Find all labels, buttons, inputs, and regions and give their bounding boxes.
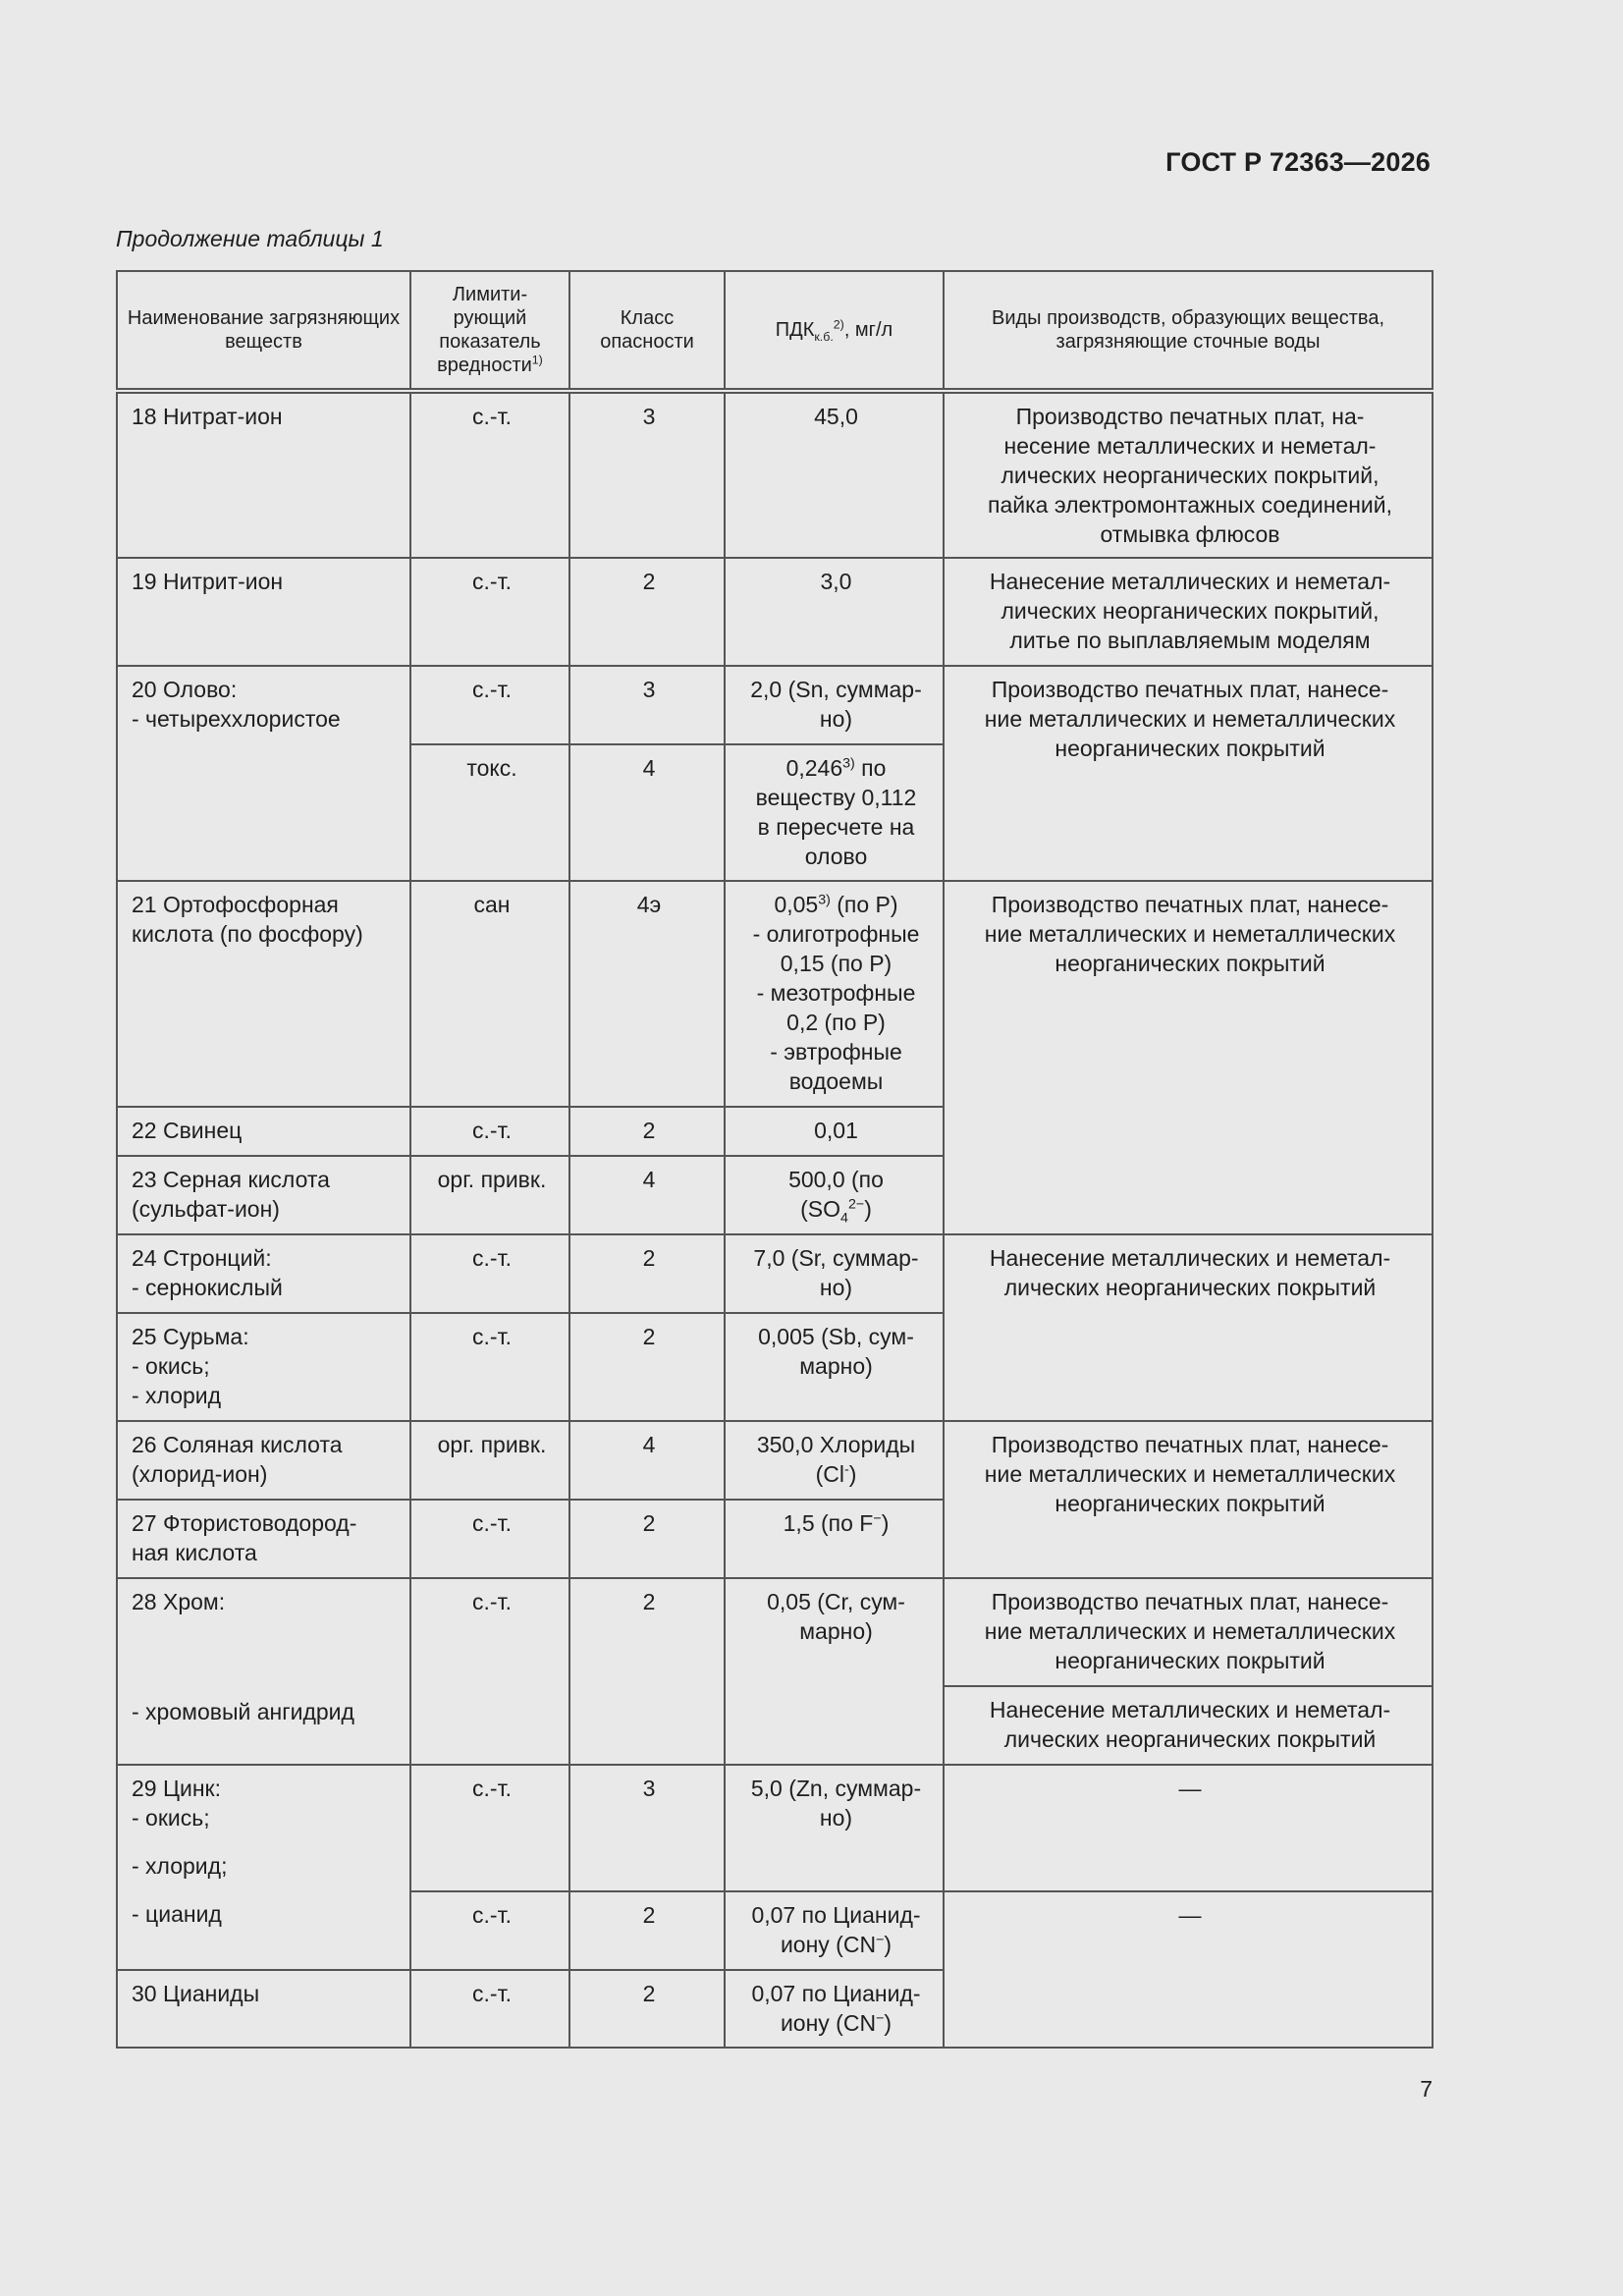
pdk-value: 0,05$^{3)}$ (по P) - олиготрофные 0,15 (по P) - мезотрофные 0,2 (по P) - эвтрофные водоемы — [725, 881, 944, 1107]
substance-name: 21 Ортофосфорная кислота (по фосфору) — [117, 881, 410, 1107]
hazard-class: 2 — [569, 1234, 725, 1313]
limit-indicator: сан — [410, 881, 569, 1107]
production-types: Производство печатных плат, нанесе- ние металлических и неметаллических неорганических покрытий — [944, 1421, 1433, 1578]
hazard-class: 2 — [569, 1500, 725, 1578]
pdk-value: 500,0 (по $(SO_4^{2-})$ — [725, 1156, 944, 1234]
pdk-value: 45,0 — [725, 391, 944, 558]
pdk-value: 0,005 (Sb, сум- марно) — [725, 1313, 944, 1421]
production-types: Производство печатных плат, на- несение металлических и неметал- лических неорганических покрытий, пайка электромонтажных соединений, отмывка флюсов — [944, 391, 1433, 558]
limit-indicator: с.-т. — [410, 1234, 569, 1313]
table-row — [117, 881, 1433, 1107]
limit-indicator: с.-т. — [410, 558, 569, 666]
hazard-class: 4э — [569, 881, 725, 1107]
production-types: Производство печатных плат, нанесе- ние металлических и неметаллических неорганических покрытий — [944, 1578, 1433, 1686]
hazard-class: 4 — [569, 1156, 725, 1234]
pdk-value: 0,246$^{3)}$ по веществу 0,112 в пересчете на олово — [725, 744, 944, 881]
substance-name: 30 Цианиды — [117, 1970, 410, 2048]
limit-indicator: с.-т. — [410, 1313, 569, 1421]
limit-indicator: с.-т. — [410, 1578, 569, 1765]
substance-name: 20 Олово: - четыреххлористое — [117, 666, 410, 881]
table-row — [117, 666, 1433, 744]
page-number: 7 — [1420, 2076, 1433, 2102]
limit-indicator: орг. привк. — [410, 1421, 569, 1500]
hazard-class: 3 — [569, 1765, 725, 1891]
substance-name: 23 Серная кислота (сульфат-ион) — [117, 1156, 410, 1234]
col-header-name: Наименование загрязняющих веществ — [117, 271, 410, 391]
hazard-class: 2 — [569, 1970, 725, 2048]
hazard-class: 2 — [569, 558, 725, 666]
table-row — [117, 1234, 1433, 1313]
table-row — [117, 558, 1433, 666]
production-types: — — [944, 1891, 1433, 2048]
limit-indicator: с.-т. — [410, 1765, 569, 1891]
col-header-production: Виды производств, образующих вещества, загрязняющие сточные воды — [944, 271, 1433, 391]
pdk-value: 1,5 (по F−) — [725, 1500, 944, 1578]
substance-name: 29 Цинк: - окись; - хлорид; - цианид — [117, 1765, 410, 1970]
hazard-class: 2 — [569, 1891, 725, 1970]
substance-name: 25 Сурьма: - окись; - хлорид — [117, 1313, 410, 1421]
pdk-value: 0,07 по Цианид- иону (CN−) — [725, 1970, 944, 2048]
limit-indicator: с.-т. — [410, 391, 569, 558]
table-row — [117, 1765, 1433, 1891]
production-types: Производство печатных плат, нанесе- ние металлических и неметаллических неорганических покрытий — [944, 666, 1433, 881]
table-row — [117, 1421, 1433, 1500]
limit-indicator: токс. — [410, 744, 569, 881]
pdk-value: 350,0 Хлориды (Cl-) — [725, 1421, 944, 1500]
col-header-limit: Лимити- рующий показатель вредности$^{1)}$ — [410, 271, 569, 391]
pdk-value: 0,05 (Cr, сум- марно) — [725, 1578, 944, 1765]
substance-name: 22 Свинец — [117, 1107, 410, 1156]
pdk-value: 5,0 (Zn, суммар- но) — [725, 1765, 944, 1891]
hazard-class: 4 — [569, 1421, 725, 1500]
hazard-class: 4 — [569, 744, 725, 881]
hazard-class: 2 — [569, 1107, 725, 1156]
table-header-row — [117, 271, 1433, 391]
substance-name: 19 Нитрит-ион — [117, 558, 410, 666]
limit-indicator: с.-т. — [410, 1970, 569, 2048]
production-types: Нанесение металлических и неметал- лических неорганических покрытий — [944, 1234, 1433, 1421]
limit-indicator: с.-т. — [410, 666, 569, 744]
hazard-class: 3 — [569, 391, 725, 558]
hazard-class: 2 — [569, 1578, 725, 1765]
substance-name: 24 Стронций: - сернокислый — [117, 1234, 410, 1313]
pdk-value: 0,07 по Цианид- иону (CN−) — [725, 1891, 944, 1970]
substance-name: 18 Нитрат-ион — [117, 391, 410, 558]
production-types: Производство печатных плат, нанесе- ние металлических и неметаллических неорганических покрытий — [944, 881, 1433, 1234]
col-header-pdk: $ПДК_{к.б.}^{2)}$, мг/л — [725, 271, 944, 391]
col-header-class: Класс опасности — [569, 271, 725, 391]
document-id: ГОСТ Р 72363—2026 — [1165, 147, 1431, 177]
hazard-class: 3 — [569, 666, 725, 744]
table-caption: Продолжение таблицы 1 — [116, 226, 384, 251]
limit-indicator: с.-т. — [410, 1891, 569, 1970]
substance-name: 26 Соляная кислота (хлорид-ион) — [117, 1421, 410, 1500]
production-types: — — [944, 1765, 1433, 1891]
pdk-value: 0,01 — [725, 1107, 944, 1156]
production-types: Нанесение металлических и неметал- лических неорганических покрытий, литье по выплавляемым моделям — [944, 558, 1433, 666]
table-row — [117, 391, 1433, 558]
limit-indicator: орг. привк. — [410, 1156, 569, 1234]
limit-indicator: с.-т. — [410, 1107, 569, 1156]
pdk-value: 3,0 — [725, 558, 944, 666]
substance-name: 27 Фтористоводород- ная кислота — [117, 1500, 410, 1578]
pdk-value: 2,0 (Sn, суммар- но) — [725, 666, 944, 744]
production-types: Нанесение металлических и неметал- лических неорганических покрытий — [944, 1686, 1433, 1765]
hazard-class: 2 — [569, 1313, 725, 1421]
limit-indicator: с.-т. — [410, 1500, 569, 1578]
table-row — [117, 1578, 1433, 1686]
pdk-value: 7,0 (Sr, суммар- но) — [725, 1234, 944, 1313]
substance-name: 28 Хром: - хромовый ангидрид — [117, 1578, 410, 1765]
substances-table — [116, 270, 1434, 2049]
